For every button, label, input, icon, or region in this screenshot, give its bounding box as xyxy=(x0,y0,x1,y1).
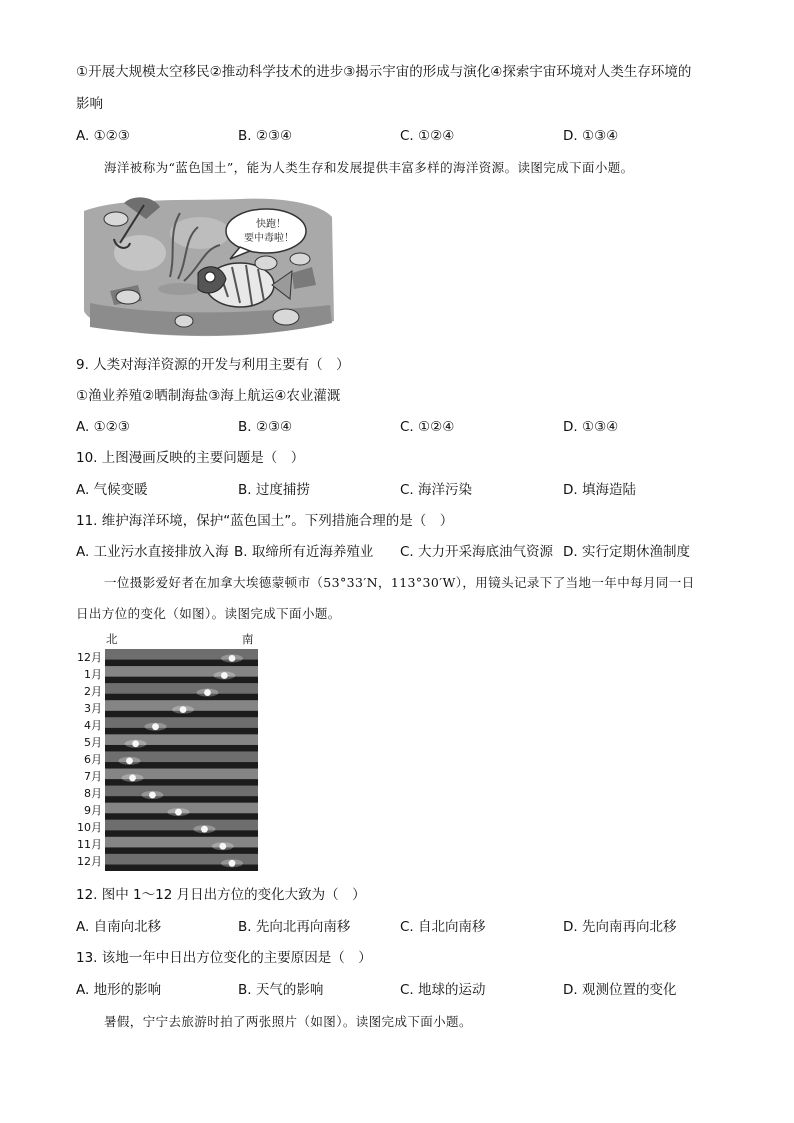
month-label: 5月 xyxy=(84,735,102,749)
month-label: 12月 xyxy=(77,855,102,869)
q13-option-a[interactable]: A. 地形的影响 xyxy=(76,982,162,998)
q8-option-a[interactable]: A. ①②③ xyxy=(76,128,130,144)
q11-option-c[interactable]: C. 大力开采海底油气资源 xyxy=(400,544,554,560)
sunrise-intro-line1: 一位摄影爱好者在加拿大埃德蒙顿市（53°33′N，113°30′W），用镜头记录下了当地一年中每月同一日 xyxy=(104,575,695,590)
sun-glow xyxy=(141,791,163,799)
q9-items: ①渔业养殖②晒制海盐③海上航运④农业灌溉 xyxy=(76,388,341,404)
q13-option-c[interactable]: C. 地球的运动 xyxy=(400,982,486,998)
q9-option-c[interactable]: C. ①②④ xyxy=(400,419,455,435)
sun-glow xyxy=(221,654,243,662)
q12-option-d[interactable]: D. 先向南再向北移 xyxy=(563,919,677,935)
q10-option-c[interactable]: C. 海洋污染 xyxy=(400,482,473,498)
ocean-pollution-cartoon xyxy=(80,193,338,343)
month-label: 10月 xyxy=(77,821,102,835)
horizon-strip xyxy=(105,847,258,853)
north-label: 北 xyxy=(106,632,118,646)
month-label: 4月 xyxy=(84,718,102,732)
sun-glow xyxy=(125,740,147,748)
q11-option-b[interactable]: B. 取缔所有近海养殖业 xyxy=(234,544,374,560)
q11-stem: 11. 维护海洋环境，保护“蓝色国土”。下列措施合理的是（ ） xyxy=(76,513,454,529)
sun-glow xyxy=(118,757,140,765)
q9-option-a[interactable]: A. ①②③ xyxy=(76,419,130,435)
horizon-strip xyxy=(105,694,258,700)
q9-option-b[interactable]: B. ②③④ xyxy=(238,419,293,435)
q8-items-line2: 影响 xyxy=(76,96,103,112)
sun-glow xyxy=(213,671,235,679)
speech-bubble-line2: 要中毒啦！ xyxy=(244,233,294,244)
sun-glow xyxy=(221,859,243,867)
summer-intro: 暑假，宁宁去旅游时拍了两张照片（如图）。读图完成下面小题。 xyxy=(104,1014,472,1029)
horizon-strip xyxy=(105,728,258,734)
q12-option-a[interactable]: A. 自南向北移 xyxy=(76,919,162,935)
south-label: 南 xyxy=(242,632,254,646)
month-label: 7月 xyxy=(84,770,102,784)
sun-glow xyxy=(212,842,234,850)
q9-option-d[interactable]: D. ①③④ xyxy=(563,419,619,435)
q10-option-a[interactable]: A. 气候变暖 xyxy=(76,482,148,498)
q12-stem: 12. 图中 1～12 月日出方位的变化大致为（ ） xyxy=(76,887,366,903)
q8-items-line1: ①开展大规模太空移民②推动科学技术的进步③揭示宇宙的形成与演化④探索宇宙环境对人类生存环境的 xyxy=(76,64,692,80)
sunrise-photo xyxy=(105,649,258,871)
sun-glow xyxy=(122,774,144,782)
q10-stem: 10. 上图漫画反映的主要问题是（ ） xyxy=(76,450,305,466)
q13-stem: 13. 该地一年中日出方位变化的主要原因是（ ） xyxy=(76,950,372,966)
sun-glow xyxy=(193,825,215,833)
horizon-strip xyxy=(105,677,258,683)
month-label: 1月 xyxy=(84,667,102,681)
q10-option-b[interactable]: B. 过度捕捞 xyxy=(238,482,310,498)
q10-option-d[interactable]: D. 填海造陆 xyxy=(563,482,636,498)
horizon-strip xyxy=(105,830,258,836)
speech-bubble-line1: 快跑！ xyxy=(256,219,286,230)
month-label: 9月 xyxy=(84,804,102,818)
month-label: 2月 xyxy=(84,684,102,698)
q8-option-d[interactable]: D. ①③④ xyxy=(563,128,619,144)
sun-glow xyxy=(172,706,194,714)
month-label: 11月 xyxy=(77,838,102,852)
month-label: 12月 xyxy=(77,650,102,664)
sun-glow xyxy=(197,689,219,697)
sun-glow xyxy=(144,723,166,731)
q11-option-a[interactable]: A. 工业污水直接排放入海 xyxy=(76,544,229,560)
q12-option-b[interactable]: B. 先向北再向南移 xyxy=(238,919,351,935)
month-label: 8月 xyxy=(84,787,102,801)
q9-stem: 9. 人类对海洋资源的开发与利用主要有（ ） xyxy=(76,357,350,373)
q8-option-c[interactable]: C. ①②④ xyxy=(400,128,455,144)
q12-option-c[interactable]: C. 自北向南移 xyxy=(400,919,486,935)
month-label: 3月 xyxy=(84,701,102,715)
sun-glow xyxy=(167,808,189,816)
q11-option-d[interactable]: D. 实行定期休渔制度 xyxy=(563,544,690,560)
sunrise-intro-line2: 日出方位的变化（如图）。读图完成下面小题。 xyxy=(76,606,341,621)
sunrise-photo-figure xyxy=(76,632,266,876)
q13-option-b[interactable]: B. 天气的影响 xyxy=(238,982,324,998)
q13-option-d[interactable]: D. 观测位置的变化 xyxy=(563,982,677,998)
horizon-strip xyxy=(105,796,258,802)
q8-option-b[interactable]: B. ②③④ xyxy=(238,128,293,144)
month-label: 6月 xyxy=(84,753,102,766)
ocean-intro: 海洋被称为“蓝色国土”，能为人类生存和发展提供丰富多样的海洋资源。读图完成下面小题。 xyxy=(104,160,634,175)
